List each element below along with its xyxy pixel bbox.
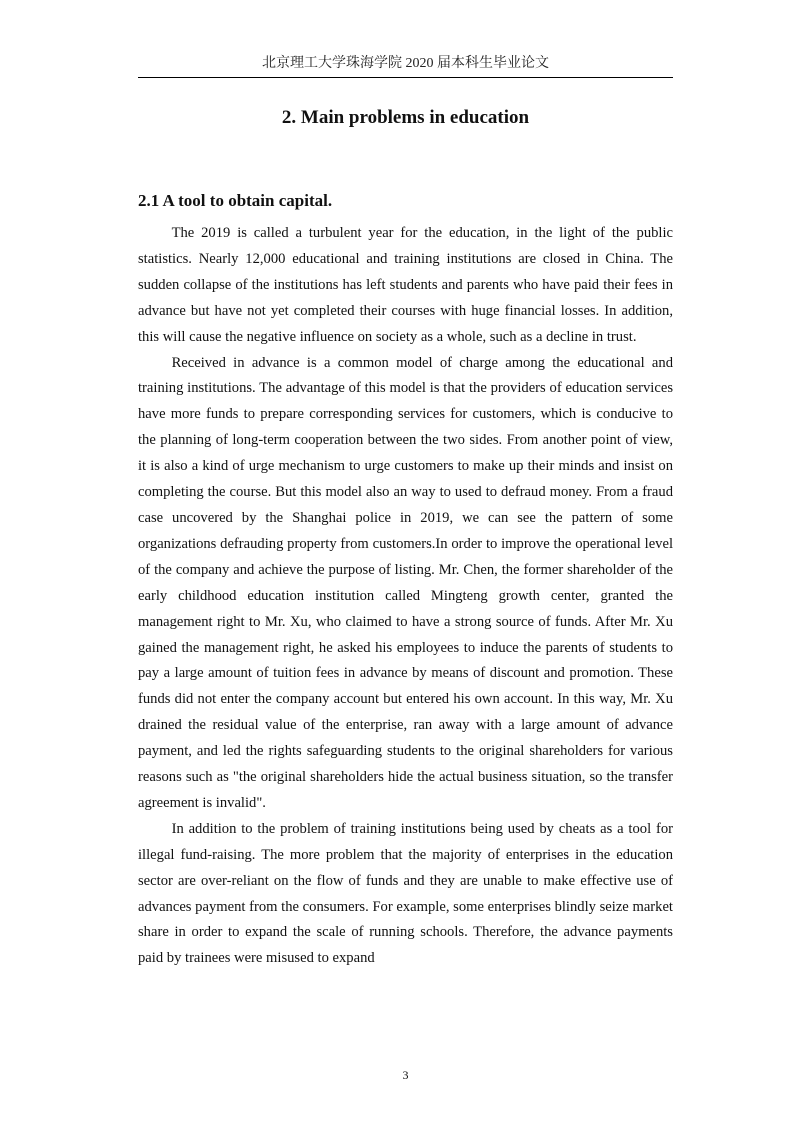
paragraph-2: Received in advance is a common model of charge among the educational and training institutions. The advantage of this model is that the providers of education services have more funds to prepare corresponding services for customers, which is conducive to the planning of long-term cooperation between the two sides. From another point of view, it is also a kind of urge mechanism to urge customers to make up their minds and insist on completing the course. But this model also an way to used to defraud money. From a fraud case uncovered by the Shanghai police in 2019, we can see the pattern of some organizations defrauding property from customers.In order to improve the operational level of the company and achieve the purpose of listing. Mr. Chen, the former shareholder of the early childhood education institution called Mingteng growth center, granted the management right to Mr. Xu, who claimed to have a strong source of funds. After Mr. Xu gained the management right, he asked his employees to induce the parents of students to pay a large amount of tuition fees in advance by means of discount and promotion. These funds did not enter the company account but entered his own account. In this way, Mr. Xu drained the residual value of the enterprise, ran away with a large amount of advance payment, and led the rights safeguarding students to the original shareholders for various reasons such as "the original shareholders hide the actual business situation, so the transfer agreement is invalid".	[138, 354, 673, 811]
chapter-title: 2. Main problems in education	[281, 107, 530, 128]
paragraph-1: The 2019 is called a turbulent year for the education, in the light of the public statistics. Nearly 12,000 educational and training institutions are closed in China. The sudden collapse of the institutions has left students and parents who have paid their fees in advance but have not yet completed their courses with huge financial losses. In addition, this will cause the negative influence on society as a whole, such as a decline in trust.	[138, 225, 673, 345]
paragraph-3: In addition to the problem of training institutions being used by cheats as a tool for illegal fund-raising. The more problem that the majority of enterprises in the education sector are over-reliant on the flow of funds and they are unable to make effective use of advances payment from the consumers. For example, some enterprises blindly seize market share in order to expand the scale of running schools. Therefore, the advance payments paid by trainees were misused to expand	[138, 820, 673, 967]
header-divider	[138, 77, 673, 78]
body-text	[138, 221, 673, 972]
section-heading: 2.1 A tool to obtain capital.	[138, 191, 333, 210]
running-header: 北京理工大学珠海学院 2020 届本科生毕业论文	[262, 56, 549, 71]
page-number: 3	[402, 1068, 409, 1082]
